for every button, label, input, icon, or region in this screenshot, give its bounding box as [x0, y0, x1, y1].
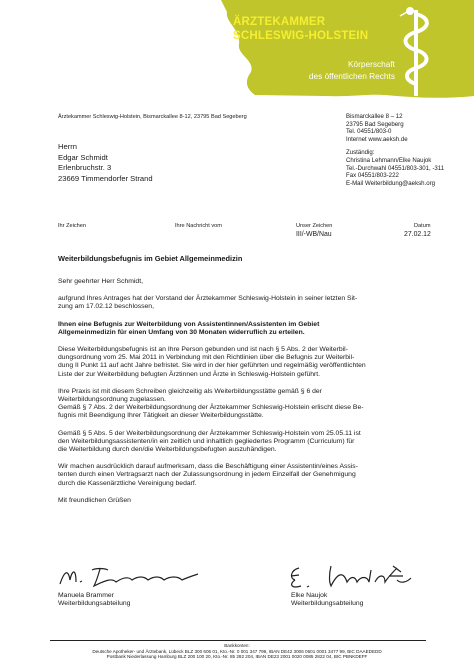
signatory-left — [58, 592, 130, 608]
paragraph-line: Gemäß § 5 Abs. 5 der Weiterbildungsordnung der Ärztekammer Schleswig-Holstein vom 25.05.11 ist — [58, 429, 361, 437]
contact-address-line: Bismarckallee 8 – 12 — [346, 113, 403, 120]
contact-address-line: Internet www.aeksh.de — [346, 135, 408, 143]
paragraph-line: fugnis mit Beendigung Ihrer Tätigkeit an dieser Weiterbildungsstätte. — [58, 412, 264, 420]
contact-responsible-label: Zuständig: — [346, 149, 375, 157]
paragraph-line: tenten durch einen Vertragsarzt nach der Zulassungsordnung in jedem Einzelfall der Genehmigung — [58, 471, 356, 479]
paragraph-application — [58, 295, 458, 311]
footer-divider — [50, 640, 426, 641]
paragraph-line: Ihre Praxis ist mit diesem Schreiben gleichzeitig als Weiterbildungsstätte gemäß § 6 der — [58, 387, 322, 395]
closing: Mit freundlichen Grüßen — [58, 496, 131, 504]
salutation: Sehr geehrter Herr Schmidt, — [58, 278, 143, 285]
letter-body — [58, 278, 458, 505]
signature-naujok — [285, 562, 435, 592]
paragraph-curriculum — [58, 430, 458, 455]
recipient-address — [58, 142, 153, 184]
paragraph-line: durch die Kassenärztliche Vereinigung bedarf. — [58, 479, 197, 487]
contact-address-line: 23795 Bad Segeberg — [346, 120, 404, 128]
footer-label: Bankkonten: — [224, 643, 250, 648]
footer-bank-accounts — [0, 643, 474, 660]
sender-return-line: Ärztekammer Schleswig-Holstein, Bismarckallee 8-12, 23795 Bad Segeberg — [58, 114, 247, 120]
paragraph-line: dungsordnung vom 25. Mai 2011 in Verbindung mit den Richtlinien über die Befugnis zur Weiterbil- — [58, 354, 355, 362]
recipient-line: 23669 Timmendorfer Strand — [58, 173, 153, 183]
paragraph-practice — [58, 388, 458, 421]
paragraph-decision — [58, 321, 458, 337]
ref-unser-zeichen-value: III/-WB/Nau — [296, 231, 332, 238]
paragraph-line: den Weiterbildungsassistenten/in ein zeitlich und inhaltlich gegliedertes Programm (Curriculum) für — [58, 437, 355, 445]
paragraph-approval — [58, 463, 458, 488]
recipient-line: Herrn — [58, 142, 77, 151]
ref-datum-label: Datum — [414, 223, 431, 229]
recipient-line: Edgar Schmidt — [58, 152, 108, 162]
paragraph-validity — [58, 346, 458, 379]
ref-unser-zeichen-label: Unser Zeichen — [296, 223, 333, 229]
org-name-line1: ÄRZTEKAMMER — [233, 16, 326, 28]
signatory-right — [291, 592, 363, 608]
org-type-line1: Körperschaft — [347, 59, 395, 69]
recipient-line: Erlenbruchstr. 3 — [58, 163, 112, 173]
contact-detail-line: Fax 04551/803-222 — [346, 172, 399, 180]
paragraph-line: Weiterbildungsordnung zugelassen. — [58, 396, 166, 404]
letter-subject: Weiterbildungsbefugnis im Gebiet Allgemeinmedizin — [58, 254, 243, 263]
contact-detail-line: E-Mail Weiterbildung@aeksh.org — [346, 179, 436, 187]
paragraph-line: dung II Punkt 11 auf acht Jahre befristet. Sie wird in der hier geführten und regelmäßig veröffentlichten — [58, 362, 366, 370]
contact-detail-line: Christina Lehmann/Elke Naujok — [346, 156, 432, 164]
signatory-department: Weiterbildungsabteilung — [291, 600, 364, 608]
org-name-line2: SCHLESWIG-HOLSTEIN — [233, 30, 369, 42]
ref-datum-value: 27.02.12 — [404, 231, 431, 238]
paragraph-line: Ihnen eine Befugnis zur Weiterbildung von Assistentinnen/Assistenten im Gebiet — [58, 320, 320, 328]
paragraph-line: Allgemeinmedizin für einen Umfang von 30 Monaten widerruflich zu erteilen. — [58, 328, 305, 336]
paragraph-line: aufgrund Ihres Antrages hat der Vorstand der Ärztekammer Schleswig-Holstein in seiner letzten Sit- — [58, 295, 358, 303]
caduceus-logo-icon — [396, 4, 436, 98]
paragraph-line: Liste der zur Weiterbildung befugten Ärztinnen und Ärzte in Schleswig-Holstein geführt. — [58, 370, 321, 378]
paragraph-line: Gemäß § 7 Abs. 2 der Weiterbildungsordnung der Ärztekammer Schleswig-Holstein erlischt diese Be- — [58, 404, 364, 412]
contact-address-line: Tel. 04551/803-0 — [346, 128, 392, 136]
footer-line: Postbank Niederlassung Hamburg BLZ 200 100 20, Kto.-Nr. 85 282 204, IBAN DE23 2001 0020 0085 2822 04, BIC PBNKDEFF — [106, 654, 368, 660]
paragraph-line: Wir machen ausdrücklich darauf aufmerksam, dass die Beschäftigung einer Assistentin/eines Assis- — [58, 463, 358, 471]
paragraph-line: Diese Weiterbildungsbefugnis ist an Ihre Person gebunden und ist nach § 5 Abs. 2 der Weiterbil- — [58, 346, 348, 354]
signatory-name: Elke Naujok — [291, 592, 328, 599]
org-type-line2: des öffentlichen Rechts — [308, 71, 395, 81]
paragraph-line: die Weiterbildung durch den/die Weiterbildungsbefugten auszuhändigen. — [58, 446, 277, 454]
signatory-name: Manuela Brammer — [58, 592, 114, 599]
signatory-department: Weiterbildungsabteilung — [58, 600, 131, 608]
signature-brammer — [56, 562, 216, 590]
contact-block — [346, 113, 444, 187]
ref-ihr-zeichen-label: Ihr Zeichen — [58, 223, 86, 229]
contact-detail-line: Tel.-Durchwahl 04551/803-301, -311 — [346, 164, 445, 172]
footer-line: Deutsche Apotheker- und Ärztebank, Lübeck BLZ 300 606 01, Kto.-Nr. 0 001 347 799, IBAN DE42 3006 0601 0001 3477 99, BIC DAAEDEDD — [92, 648, 382, 654]
ref-ihre-nachricht-label: Ihre Nachricht vom — [175, 223, 222, 229]
paragraph-line: zung am 17.02.12 beschlossen, — [58, 303, 154, 311]
